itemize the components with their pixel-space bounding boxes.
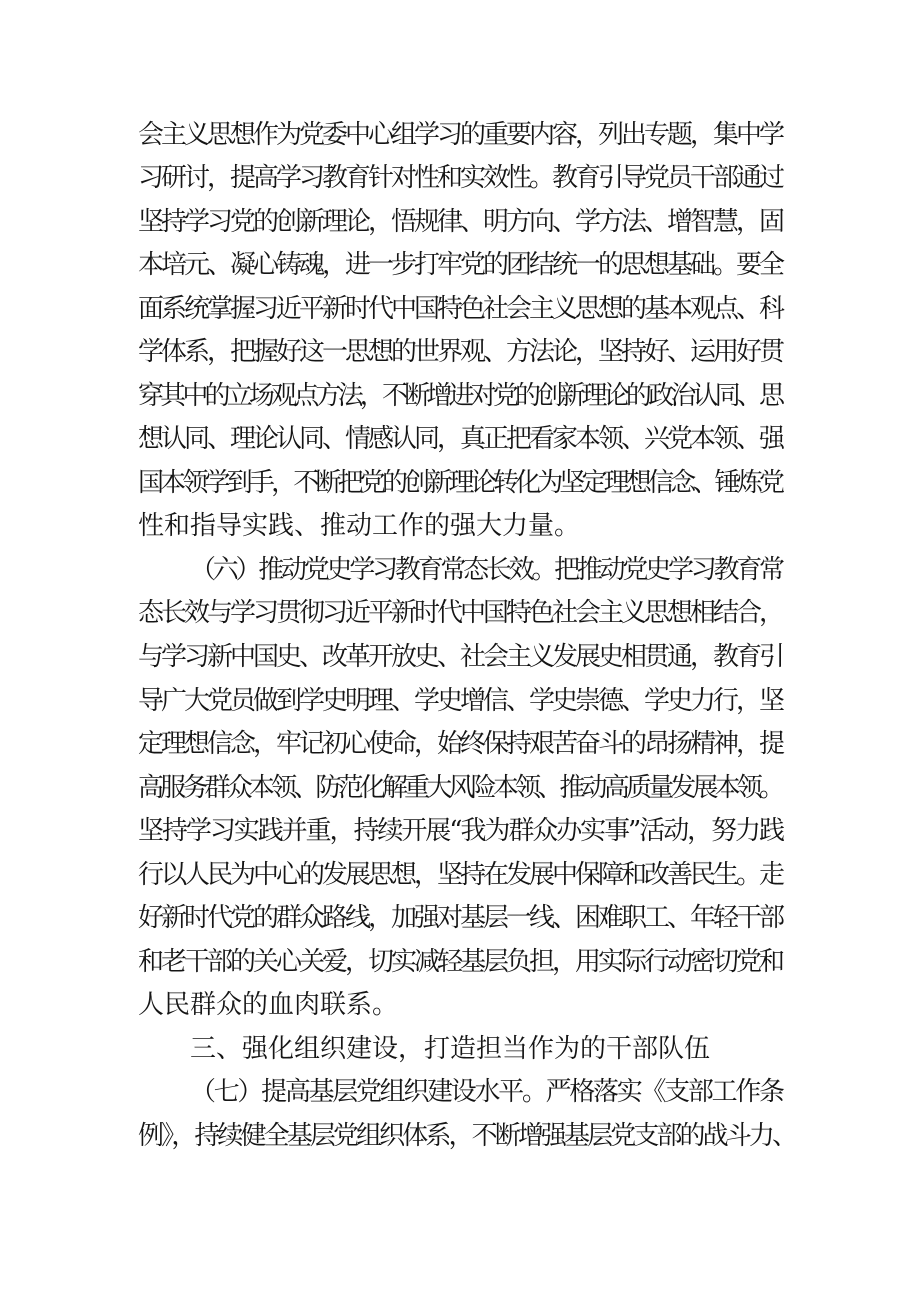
paragraph-heading-7: （七）提高基层党组织建设水平。严格落实《支部工作条 bbox=[190, 1077, 783, 1107]
text-line: 穿其中的立场观点方法，不断增进对党的创新理论的政治认同、思 bbox=[138, 381, 782, 411]
text-line: 面系统掌握习近平新时代中国特色社会主义思想的基本观点、科 bbox=[138, 294, 782, 324]
text-line: 行以人民为中心的发展思想，坚持在发展中保障和改善民生。走 bbox=[138, 860, 782, 890]
paragraph-heading-6: （六）推动党史学习教育常态长效。把推动党史学习教育常 bbox=[190, 555, 782, 585]
text-line: 会主义思想作为党委中心组学习的重要内容，列出专题，集中学 bbox=[138, 120, 782, 150]
text-line: 学体系，把握好这一思想的世界观、方法论，坚持好、运用好贯 bbox=[138, 337, 782, 367]
text-line: 坚持学习实践并重，持续开展“我为群众办实事”活动，努力践 bbox=[138, 816, 783, 846]
text-line: 导广大党员做到学史明理、学史增信、学史崇德、学史力行，坚 bbox=[138, 686, 782, 716]
text-line: 好新时代党的群众路线，加强对基层一线、困难职工、年轻干部 bbox=[138, 903, 782, 933]
text-line: 定理想信念，牢记初心使命，始终保持艰苦奋斗的昂扬精神，提 bbox=[138, 729, 782, 759]
text-line: 本培元、凝心铸魂，进一步打牢党的团结统一的思想基础。要全 bbox=[138, 250, 782, 280]
text-line: 坚持学习党的创新理论，悟规律、明方向、学方法、增智慧，固 bbox=[138, 207, 782, 237]
text-line: 人民群众的血肉联系。 bbox=[138, 990, 399, 1020]
text-line: 性和指导实践、推动工作的强大力量。 bbox=[138, 511, 581, 541]
text-line: 想认同、理论认同、情感认同，真正把看家本领、兴党本领、强 bbox=[138, 424, 782, 454]
text-line: 国本领学到手，不断把党的创新理论转化为坚定理想信念、锤炼党 bbox=[138, 468, 782, 498]
text-line: 与学习新中国史、改革开放史、社会主义发展史相贯通，教育引 bbox=[138, 642, 782, 672]
text-line: 和老干部的关心关爱，切实减轻基层负担，用实际行动密切党和 bbox=[138, 947, 782, 977]
text-line: 高服务群众本领、防范化解重大风险本领、推动高质量发展本领。 bbox=[138, 773, 782, 803]
text-line: 态长效与学习贯彻习近平新时代中国特色社会主义思想相结合， bbox=[138, 598, 782, 628]
text-line: 习研讨，提高学习教育针对性和实效性。教育引导党员干部通过 bbox=[138, 163, 782, 193]
section-heading-3: 三、强化组织建设，打造担当作为的干部队伍 bbox=[190, 1034, 711, 1064]
text-line: 例》，持续健全基层党组织体系，不断增强基层党支部的战斗力、 bbox=[138, 1121, 796, 1151]
